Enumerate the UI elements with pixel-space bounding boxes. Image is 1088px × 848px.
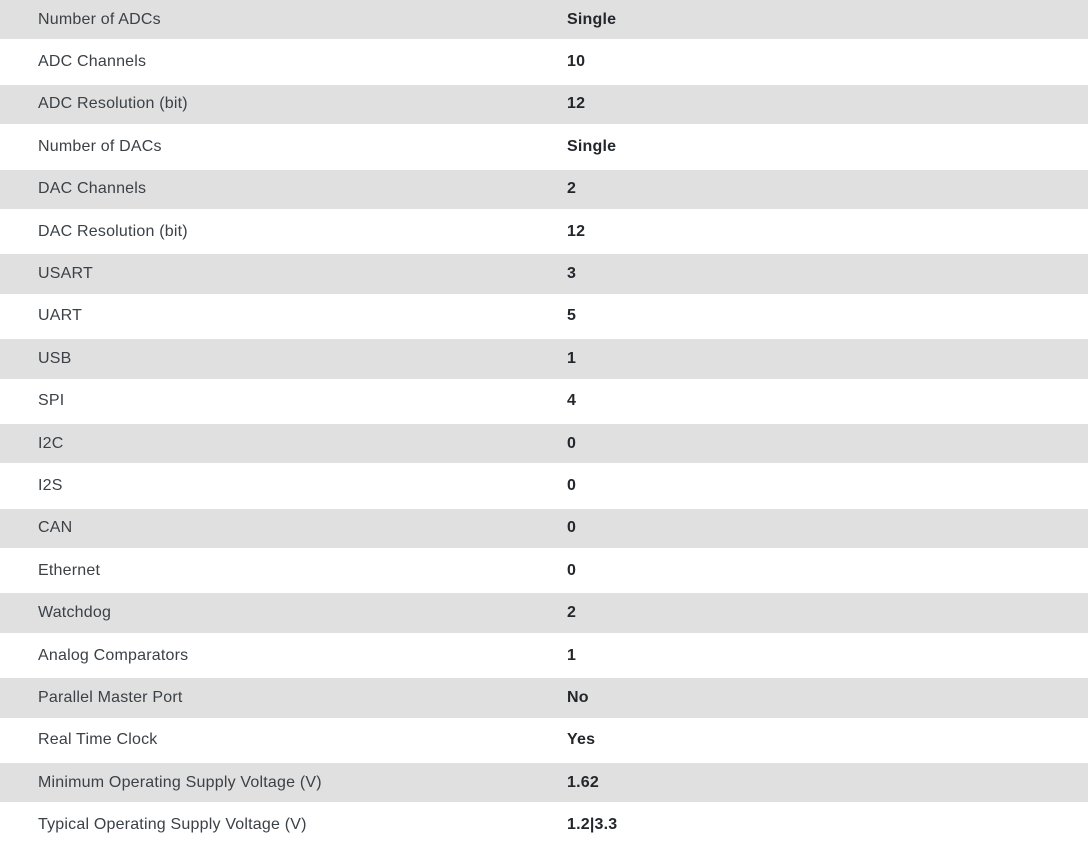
spec-value: 12	[567, 222, 586, 240]
spec-value: 2	[567, 180, 577, 198]
spec-label: ADC Channels	[38, 53, 147, 71]
spec-value: Single	[567, 10, 617, 28]
spec-label: UART	[38, 307, 83, 325]
spec-value: Yes	[567, 731, 596, 749]
spec-label: USB	[38, 349, 72, 367]
spec-value: 12	[567, 95, 586, 113]
table-row	[0, 593, 1088, 635]
table-row	[0, 254, 1088, 296]
table-row	[0, 636, 1088, 678]
table-row	[0, 85, 1088, 127]
table-row	[0, 509, 1088, 551]
table-row	[0, 678, 1088, 720]
spec-value: 0	[567, 476, 577, 494]
spec-value: 1	[567, 646, 577, 664]
table-row	[0, 763, 1088, 805]
spec-value: Single	[567, 137, 617, 155]
spec-value: 3	[567, 265, 577, 283]
spec-value: No	[567, 688, 589, 706]
spec-label: Ethernet	[38, 561, 101, 579]
spec-label: Parallel Master Port	[38, 688, 183, 706]
spec-label: I2S	[38, 476, 63, 494]
spec-label: DAC Resolution (bit)	[38, 222, 188, 240]
table-row	[0, 424, 1088, 466]
table-row	[0, 127, 1088, 169]
table-row	[0, 382, 1088, 424]
table-row	[0, 0, 1088, 42]
spec-label: Watchdog	[38, 604, 112, 622]
spec-value: 1.2|3.3	[567, 816, 618, 834]
spec-label: Number of DACs	[38, 137, 162, 155]
spec-value: 5	[567, 307, 577, 325]
table-row	[0, 297, 1088, 339]
table-row	[0, 42, 1088, 84]
spec-value: 4	[567, 392, 577, 410]
table-row	[0, 339, 1088, 381]
spec-value: 0	[567, 561, 577, 579]
spec-label: I2C	[38, 434, 64, 452]
spec-label: Real Time Clock	[38, 731, 158, 749]
table-row	[0, 170, 1088, 212]
table-row	[0, 721, 1088, 763]
spec-value: 1	[567, 349, 577, 367]
spec-label: Analog Comparators	[38, 646, 189, 664]
spec-label: DAC Channels	[38, 180, 147, 198]
table-row	[0, 466, 1088, 508]
spec-label: ADC Resolution (bit)	[38, 95, 188, 113]
spec-label: Minimum Operating Supply Voltage (V)	[38, 773, 322, 791]
spec-label: Typical Operating Supply Voltage (V)	[38, 816, 307, 834]
spec-value: 1.62	[567, 773, 599, 791]
spec-value: 10	[567, 53, 586, 71]
spec-value: 0	[567, 519, 577, 537]
spec-label: USART	[38, 265, 93, 283]
spec-value: 2	[567, 604, 577, 622]
table-row	[0, 212, 1088, 254]
spec-label: CAN	[38, 519, 73, 537]
table-row	[0, 805, 1088, 847]
spec-value: 0	[567, 434, 577, 452]
table-row	[0, 551, 1088, 593]
spec-label: Number of ADCs	[38, 10, 161, 28]
spec-label: SPI	[38, 392, 65, 410]
